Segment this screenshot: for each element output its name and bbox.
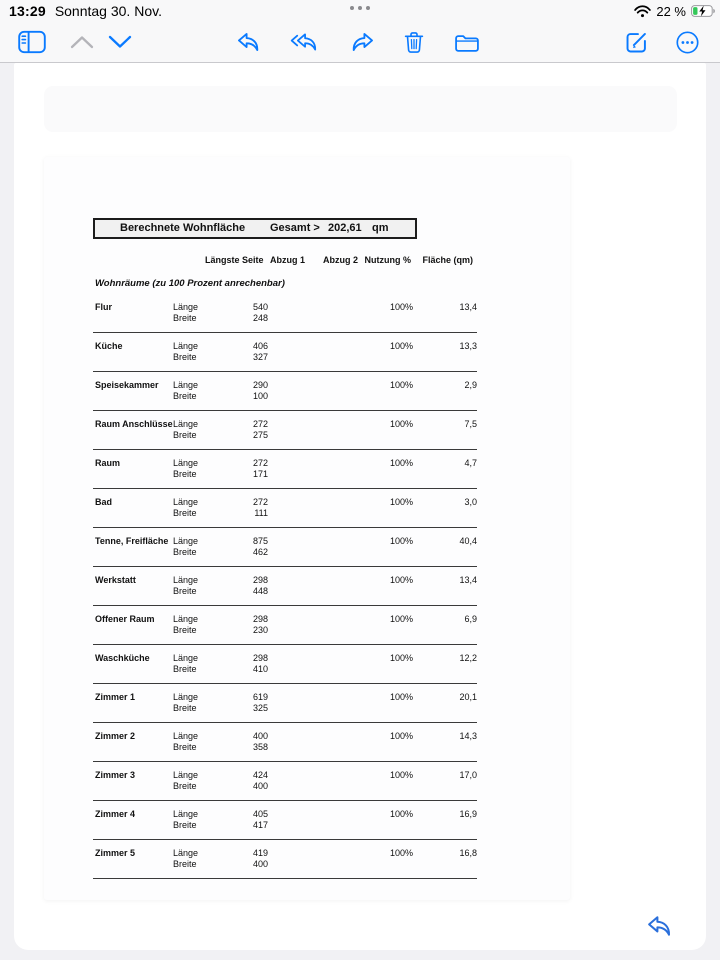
length-value: 298 — [252, 653, 268, 663]
toolbar-right-group — [624, 22, 700, 62]
status-bar — [0, 0, 720, 22]
usage-value: 100% — [389, 692, 413, 702]
width-label: Breite — [173, 859, 197, 869]
document-title: Berechnete Wohnfläche — [120, 222, 246, 234]
room-name: Zimmer 2 — [95, 731, 136, 741]
width-label: Breite — [173, 625, 197, 635]
table-row — [93, 612, 477, 645]
status-left — [9, 0, 162, 22]
column-longest-side: Längste Seite — [205, 255, 264, 265]
room-dimensions — [173, 575, 268, 597]
width-label: Breite — [173, 586, 197, 596]
length-value: 406 — [252, 341, 268, 351]
length-label: Länge — [173, 302, 199, 312]
width-value: 171 — [252, 469, 268, 479]
room-dimensions — [173, 653, 268, 675]
room-dimensions — [173, 614, 268, 636]
width-value: 248 — [252, 313, 268, 323]
reply-button[interactable] — [237, 32, 261, 52]
width-label: Breite — [173, 742, 197, 752]
more-button[interactable] — [675, 30, 700, 55]
status-date: Sonntag 30. Nov. — [54, 3, 162, 19]
room-dimensions — [173, 380, 268, 402]
total-label: Gesamt > — [270, 222, 320, 234]
room-name: Küche — [95, 341, 123, 351]
room-name: Flur — [95, 302, 112, 312]
area-value: 16,8 — [459, 848, 477, 858]
table-column-headers — [93, 255, 477, 267]
room-name: Zimmer 1 — [95, 692, 136, 702]
sidebar-toggle-button[interactable] — [18, 30, 46, 54]
wifi-icon — [634, 5, 651, 18]
width-label: Breite — [173, 664, 197, 674]
room-dimensions — [173, 341, 268, 363]
area-value: 17,0 — [459, 770, 477, 780]
clock: 13:29 — [9, 3, 46, 19]
room-name: Bad — [95, 497, 113, 507]
reply-all-button[interactable] — [290, 32, 321, 52]
room-dimensions — [173, 731, 268, 753]
usage-value: 100% — [389, 575, 413, 585]
forward-icon — [350, 32, 374, 52]
usage-value: 100% — [389, 419, 413, 429]
area-value: 16,9 — [459, 809, 477, 819]
width-label: Breite — [173, 313, 197, 323]
width-label: Breite — [173, 703, 197, 713]
length-label: Länge — [173, 575, 199, 585]
table-row — [93, 495, 477, 528]
usage-value: 100% — [389, 536, 413, 546]
width-value: 100 — [252, 391, 268, 401]
area-value: 13,4 — [459, 302, 477, 312]
width-value: 448 — [252, 586, 268, 596]
table-row — [93, 417, 477, 450]
toolbar — [0, 22, 720, 63]
room-name: Speisekammer — [95, 380, 159, 390]
delete-button[interactable] — [403, 31, 425, 54]
area-value: 20,1 — [459, 692, 477, 702]
total-value: 202,61 — [328, 222, 362, 234]
area-value: 4,7 — [464, 458, 477, 468]
battery-charging-icon — [691, 5, 716, 17]
area-value: 7,5 — [464, 419, 477, 429]
length-value: 540 — [252, 302, 268, 312]
width-label: Breite — [173, 820, 197, 830]
length-label: Länge — [173, 458, 199, 468]
room-dimensions — [173, 770, 268, 792]
width-value: 417 — [252, 820, 268, 830]
area-value: 13,3 — [459, 341, 477, 351]
room-dimensions — [173, 419, 268, 441]
total-unit: qm — [372, 222, 389, 234]
trash-icon — [403, 31, 425, 54]
document-page — [44, 157, 570, 900]
usage-value: 100% — [389, 770, 413, 780]
table-row — [93, 573, 477, 606]
email-content-card — [14, 63, 706, 950]
length-label: Länge — [173, 419, 199, 429]
table-row — [93, 456, 477, 489]
length-label: Länge — [173, 341, 199, 351]
length-value: 298 — [252, 614, 268, 624]
table-row — [93, 534, 477, 567]
section-title: Wohnräume (zu 100 Prozent anrechenbar) — [95, 278, 285, 289]
document-title-box — [93, 218, 417, 239]
width-value: 400 — [252, 781, 268, 791]
width-value: 462 — [252, 547, 268, 557]
length-label: Länge — [173, 380, 199, 390]
room-name: Waschküche — [95, 653, 150, 663]
room-name: Tenne, Freifläche — [95, 536, 169, 546]
room-dimensions — [173, 692, 268, 714]
length-value: 290 — [252, 380, 268, 390]
quick-reply-button[interactable] — [642, 910, 678, 942]
table-row — [93, 651, 477, 684]
width-value: 327 — [252, 352, 268, 362]
width-value: 410 — [252, 664, 268, 674]
area-value: 2,9 — [464, 380, 477, 390]
compose-button[interactable] — [624, 30, 649, 55]
table-row — [93, 339, 477, 372]
length-label: Länge — [173, 536, 199, 546]
multitask-handle[interactable] — [0, 6, 720, 10]
room-name: Raum — [95, 458, 121, 468]
column-deduction2: Abzug 2 — [323, 255, 358, 265]
usage-value: 100% — [389, 458, 413, 468]
length-label: Länge — [173, 497, 199, 507]
usage-value: 100% — [389, 848, 413, 858]
room-name: Zimmer 4 — [95, 809, 136, 819]
table-row — [93, 768, 477, 801]
width-value: 325 — [252, 703, 268, 713]
room-name: Offener Raum — [95, 614, 155, 624]
table-row — [93, 846, 477, 879]
room-dimensions — [173, 809, 268, 831]
room-dimensions — [173, 497, 268, 519]
room-name: Zimmer 5 — [95, 848, 136, 858]
area-value: 12,2 — [459, 653, 477, 663]
area-value: 6,9 — [464, 614, 477, 624]
width-value: 400 — [252, 859, 268, 869]
usage-value: 100% — [389, 380, 413, 390]
width-label: Breite — [173, 469, 197, 479]
length-label: Länge — [173, 614, 199, 624]
usage-value: 100% — [389, 809, 413, 819]
battery-percent: 22 % — [656, 3, 686, 19]
sidebar-icon — [18, 30, 46, 54]
table-row — [93, 300, 477, 333]
toolbar-center-group — [237, 22, 480, 62]
length-label: Länge — [173, 692, 199, 702]
width-label: Breite — [173, 430, 197, 440]
length-value: 298 — [252, 575, 268, 585]
width-value: 111 — [254, 508, 268, 518]
room-dimensions — [173, 848, 268, 870]
length-label: Länge — [173, 848, 199, 858]
area-value: 3,0 — [464, 497, 477, 507]
length-value: 419 — [252, 848, 268, 858]
column-deduction1: Abzug 1 — [270, 255, 305, 265]
width-label: Breite — [173, 391, 197, 401]
length-value: 400 — [252, 731, 268, 741]
width-value: 358 — [252, 742, 268, 752]
width-label: Breite — [173, 781, 197, 791]
reply-icon — [647, 915, 673, 937]
room-dimensions — [173, 458, 268, 480]
toolbar-left-group — [18, 22, 132, 62]
length-label: Länge — [173, 731, 199, 741]
reply-all-icon — [290, 32, 321, 52]
usage-value: 100% — [389, 731, 413, 741]
table-row — [93, 378, 477, 411]
length-label: Länge — [173, 809, 199, 819]
area-value: 14,3 — [459, 731, 477, 741]
room-dimensions — [173, 536, 268, 558]
forward-button[interactable] — [350, 32, 374, 52]
usage-value: 100% — [389, 497, 413, 507]
usage-value: 100% — [389, 653, 413, 663]
table-row — [93, 729, 477, 762]
folder-icon — [454, 32, 480, 53]
next-message-button[interactable] — [108, 35, 132, 49]
length-value: 272 — [252, 419, 268, 429]
move-to-folder-button[interactable] — [454, 32, 480, 53]
length-value: 424 — [252, 770, 268, 780]
compose-icon — [624, 30, 649, 55]
room-name: Raum Anschlüsse — [95, 419, 173, 429]
usage-value: 100% — [389, 614, 413, 624]
table-row — [93, 807, 477, 840]
room-name: Zimmer 3 — [95, 770, 136, 780]
room-dimensions — [173, 302, 268, 324]
length-value: 272 — [252, 497, 268, 507]
width-label: Breite — [173, 508, 197, 518]
content-placeholder-block — [44, 86, 677, 132]
more-icon — [675, 30, 700, 55]
usage-value: 100% — [389, 302, 413, 312]
column-area: Fläche (qm) — [422, 255, 473, 265]
width-label: Breite — [173, 352, 197, 362]
area-value: 40,4 — [459, 536, 477, 546]
width-label: Breite — [173, 547, 197, 557]
previous-message-button[interactable] — [70, 35, 94, 49]
width-value: 275 — [252, 430, 268, 440]
length-value: 272 — [252, 458, 268, 468]
chevron-up-icon — [70, 35, 94, 49]
rooms-table — [93, 300, 477, 885]
chevron-down-icon — [108, 35, 132, 49]
room-name: Werkstatt — [95, 575, 136, 585]
column-usage: Nutzung % — [364, 255, 411, 265]
length-value: 405 — [252, 809, 268, 819]
length-value: 875 — [252, 536, 268, 546]
status-right — [634, 0, 716, 22]
table-row — [93, 690, 477, 723]
length-value: 619 — [252, 692, 268, 702]
length-label: Länge — [173, 653, 199, 663]
area-value: 13,4 — [459, 575, 477, 585]
length-label: Länge — [173, 770, 199, 780]
width-value: 230 — [252, 625, 268, 635]
usage-value: 100% — [389, 341, 413, 351]
reply-icon — [237, 32, 261, 52]
